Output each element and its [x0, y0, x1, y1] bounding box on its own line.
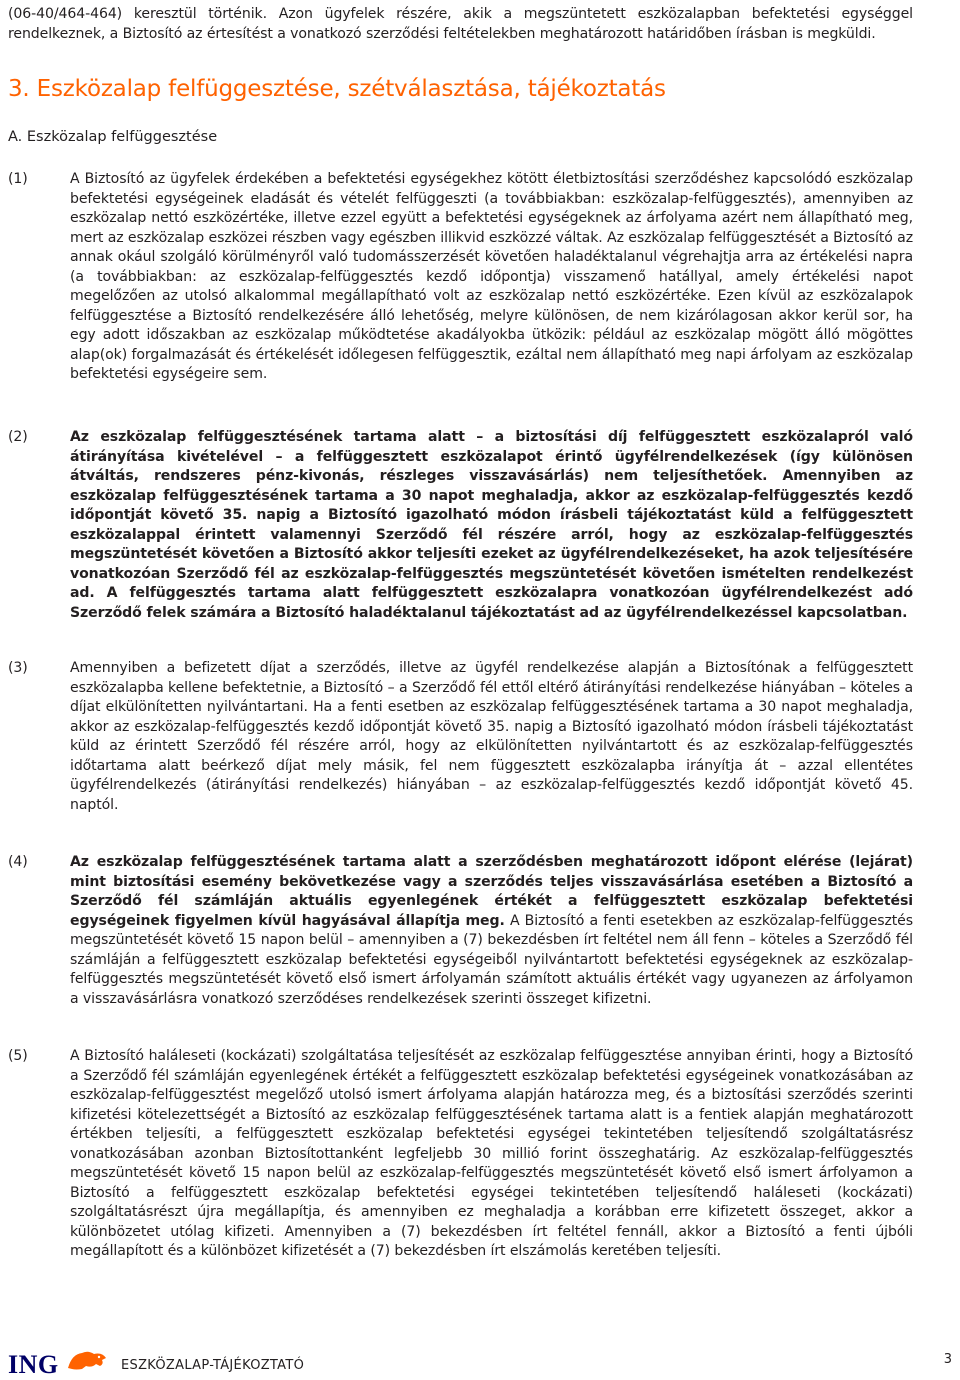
paragraph-text: A Biztosító a fenti esetekben az eszközalap-felfüggesztés megszüntetését követő 15 napon belül – amennyiben a (7) bekezdésben írt feltétel nem áll fenn – köteles a Szerződő fél számláján a felfüggesztett eszközalap befektetési egységeiből nyilvántartott befektetési egységeknek az eszközalap-felfüggesztés megszüntetését követő első ismert árfolyamán számított aktuális értékét vagy ugyanezen az árfolyamon a visszavásárlásra vonatkozó szerződéses rendelkezések szerinti összeget kifizetni.: [70, 912, 913, 1007]
paragraph-text: A Biztosító haláleseti (kockázati) szolgáltatása teljesítését az eszközalap felfüggesztése annyiban érinti, hogy a Biztosító a Szerződő fél számláján egyenlegének értékét a felfüggesztett eszközalap befektetési egységeinek vonatkozásában az eszközalap-felfüggesztést megelőző utolsó ismert árfolyama alapján határozza meg, és a biztosítási szerződés szerinti kifizetési kötelezettségét a Biztosító az eszközalap felfüggesztésének tartama alatt is a fentiek alapján meghatározott értékben teljesíti, a felfüggesztett eszközalap befektetési egységei tekintetében teljesítendő szolgáltatásrész vonatkozásában azonban Biztosítottanként legfeljebb 30 millió forint összeghatárig. Az eszközalap-felfüggesztés megszüntetését követő 15 napon belül az eszközalap-felfüggesztés megszüntetését követő első ismert árfolyamon a Biztosító a felfüggesztett eszközalap befektetési egységei tekintetében teljesítendő haláleseti (kockázati) szolgáltatásrészt újra megállapítja, és amennyiben ez meghaladja a korábban erre kifizetett összeget, akkor a különbözetet utólag kifizeti. Amennyiben a (7) bekezdésben írt feltétel fennáll, akkor a Biztosító a fenti újbóli megállapított és a különbözet kifizetését a (7) bekezdésben írt elszámolás keretében teljesíti.: [70, 1048, 913, 1259]
paragraph-4: [8, 853, 913, 1009]
paragraph-body: [70, 170, 913, 385]
paragraph-2: [8, 428, 913, 623]
paragraph-body: [70, 853, 913, 1009]
page-footer: [0, 1340, 960, 1379]
paragraph-number: (3): [8, 660, 28, 676]
paragraph-bold-text: Az eszközalap felfüggesztésének tartama alatt a szerződésben meghatározott időpont elérése (lejárat) mint biztosítási esemény bekövetkezése vagy a szerződés teljes visszavásárlása esetében a Biztosító a Szerződő fél számláján aktuális egyenlegének értékét a felfüggesztett eszközalap befektetési egységeinek figyelmen kívül hagyásával állapítja meg.: [70, 854, 913, 929]
paragraph-number: (2): [8, 429, 28, 445]
paragraph-1: [8, 170, 913, 385]
paragraph-text: Amennyiben a befizetett díjat a szerződés, illetve az ügyfél rendelkezése alapján a Biztosítónak a felfüggesztett eszközalapba kellene befektetnie, a Biztosító – a Szerződő fél ettől eltérő átirányítási rendelkezése hiányában – köteles a díjat elkülönítetten nyilvántartani. Ha a fenti esetben az eszközalap felfüggesztésének tartama a 30 napot meghaladja, akkor az eszközalap-felfüggesztés kezdő időpontját követő 35. napig a Biztosító igazolható módon írásbeli tájékoztatást küld az érintett Szerződő fél részére arról, hogy az elkülönítetten nyilvántartott és az eszközalap-felfüggesztés időtartama alatt beérkező díjat mely másik, fel nem függesztett eszközalapba irányítja át – azzal ellentétes ügyfélrendelkezés (átirányítási rendelkezés) hiányában – az eszközalap-felfüggesztés kezdő időpontját követő 45. naptól.: [70, 660, 913, 813]
paragraph-number: (5): [8, 1048, 28, 1064]
paragraph-body: [70, 1047, 913, 1262]
paragraph-body: [70, 428, 913, 623]
paragraph-text: A Biztosító az ügyfelek érdekében a befektetési egységekhez kötött életbiztosítási szerződéshez kapcsolódó eszközalap befektetési egységeinek eladását és vételét felfüggeszti (a továbbiakban: eszközalap-felfüggesztés), amennyiben az eszközalap nettó eszközértéke, illetve ezzel együtt a befektetési egységeknek az árfolyama azért nem állapítható meg, mert az eszközalap eszközei részben vagy egészben illikvid eszközzé váltak. Az eszközalap felfüggesztését a Biztosító az annak okául szolgáló körülményről való tudomásszerzését követően haladéktalanul végrehajtja arra az értékelési napra (a továbbiakban: az eszközalap-felfüggesztés kezdő időpontja) visszamenő hatállyal, amely értékelési napot megelőzően az utolsó alkalommal megállapítható volt az eszközalap nettó eszközértéke. Ezen kívül az eszközalapok felfüggesztése a Biztosító rendelkezésére álló lehetőség, melyre különösen, de nem kizárólagosan akkor kerül sor, ha egy adott időszakban az eszközalap működtetése akadályokba ütközik: például az eszközalap mögött álló mögöttes alap(ok) forgalmazását és értékelését időlegesen felfüggesztik, ezáltal nem állapítható meg napi árfolyam az eszközalap befektetési egységeire sem.: [70, 171, 913, 382]
paragraph-number: (1): [8, 171, 28, 187]
paragraph-body: [70, 659, 913, 815]
paragraph-3: [8, 659, 913, 815]
lion-icon: [66, 1348, 110, 1376]
ing-logo: ING: [8, 1350, 59, 1379]
page-number: 3: [943, 1352, 952, 1367]
paragraph-bold-text: Az eszközalap felfüggesztésének tartama alatt – a biztosítási díj felfüggesztett eszközalapról való átirányítása kivételével – a felfüggesztett eszközalapot érintő ügyfélrendelkezések (így különösen átváltás, rendszeres pénz-kivonás, részleges visszavásárlás) nem teljesíthetőek. Amennyiben az eszközalap felfüggesztésének tartama a 30 napot meghaladja, akkor az eszközalap-felfüggesztés kezdő időpontját követő 35. napig a Biztosító igazolható módon írásbeli tájékoztatást küld a felfüggesztett eszközalappal érintett valamennyi Szerződő fél részére arról, hogy az eszközalap-felfüggesztés megszüntetését követően a Biztosító akkor teljesíti ezeket az ügyfélrendelkezéseket, ha azok teljesítésére vonatkozóan Szerződő fél az eszközalap-felfüggesztés megszüntetését követően ismételten rendelkezést ad. A felfüggesztés tartama alatt felfüggesztett eszközalapra vonatkozóan ügyfélrendelkezést adó Szerződő felek számára a Biztosító haladéktalanul tájékoztatást ad az ügyfélrendelkezéssel kapcsolatban.: [70, 429, 913, 621]
paragraph-5: [8, 1047, 913, 1262]
sub-title: A. Eszközalap felfüggesztése: [8, 129, 218, 145]
intro-paragraph: (06-40/464-464) keresztül történik. Azon ügyfelek részére, akik a megszüntetett eszközalapban befektetési egységgel rendelkeznek, a Biztosító az értesítést a vonatkozó szerződési feltételekben meghatározott határidőben írásban is megküldi.: [8, 6, 913, 42]
section-title: 3. Eszközalap felfüggesztése, szétválasztása, tájékoztatás: [8, 76, 666, 102]
footer-label: ESZKÖZALAP-TÁJÉKOZTATÓ: [121, 1358, 305, 1373]
paragraph-number: (4): [8, 854, 28, 870]
